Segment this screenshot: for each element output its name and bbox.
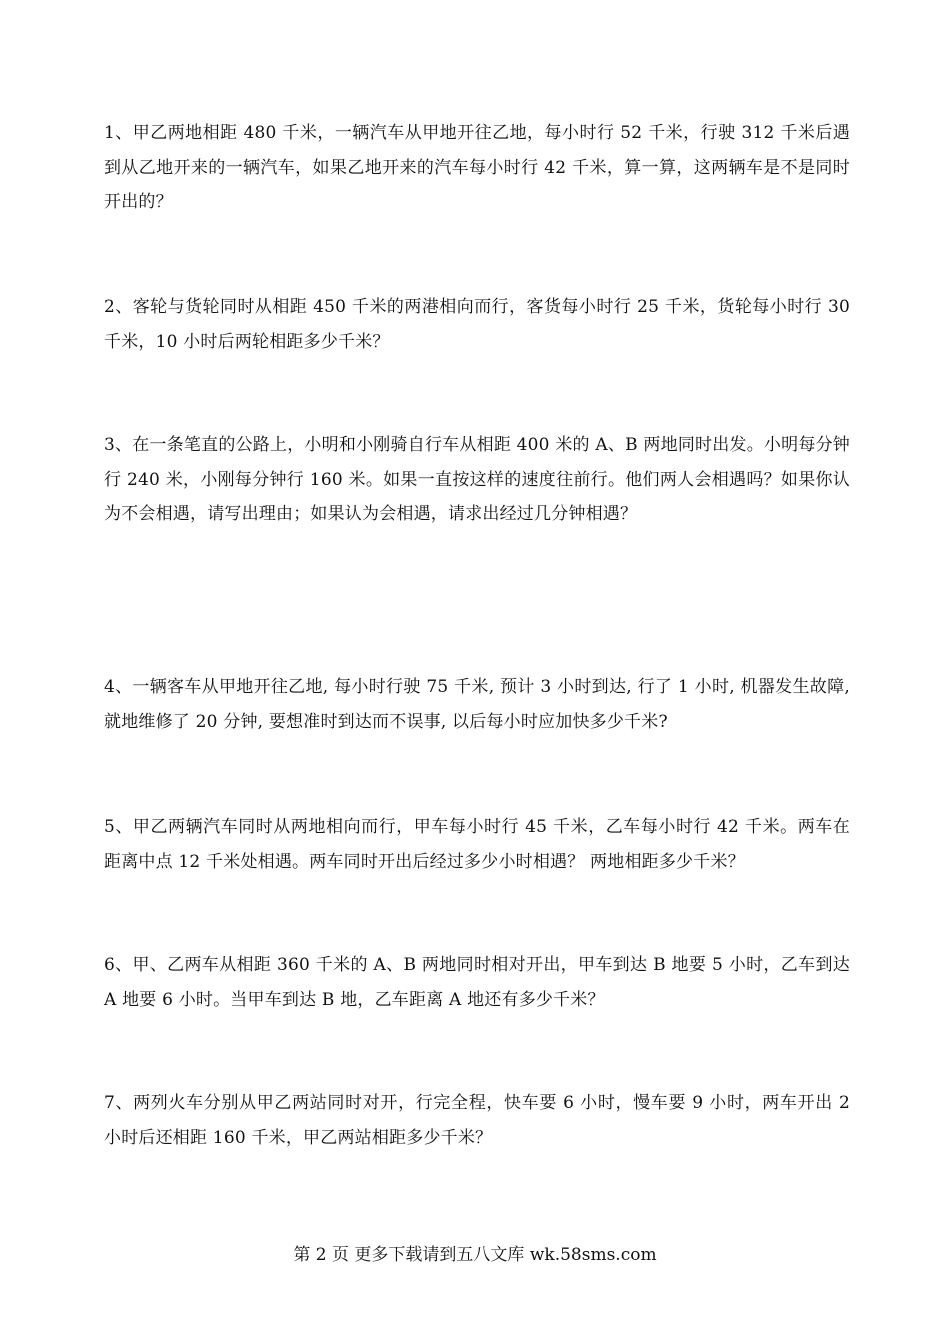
- problem-1: 1、甲乙两地相距 480 千米，一辆汽车从甲地开往乙地，每小时行 52 千米，行驶 312 千米后遇到从乙地开来的一辆汽车，如果乙地开来的汽车每小时行 42 千米，算一算，这两辆车是不是同时开出的？: [104, 123, 850, 212]
- problem-7: 7、两列火车分别从甲乙两站同时对开，行完全程，快车要 6 小时，慢车要 9 小时，两车开出 2 小时后还相距 160 千米，甲乙两站相距多少千米？: [104, 1093, 850, 1148]
- page-footer: 第 2 页 更多下载请到五八文库 wk.58sms.com: [293, 1245, 657, 1265]
- problem-4: 4、一辆客车从甲地开往乙地, 每小时行驶 75 千米, 预计 3 小时到达, 行了 1 小时, 机器发生故障, 就地维修了 20 分钟, 要想准时到达而不误事, 以后每小时应加快多少千米?: [104, 677, 850, 732]
- problem-6: 6、甲、乙两车从相距 360 千米的 A、B 两地同时相对开出，甲车到达 B 地要 5 小时，乙车到达 A 地要 6 小时。当甲车到达 B 地，乙车距离 A 地还有多少千米？: [104, 955, 850, 1010]
- problem-3: 3、在一条笔直的公路上，小明和小刚骑自行车从相距 400 米的 A、B 两地同时出发。小明每分钟行 240 米，小刚每分钟行 160 米。如果一直按这样的速度往前行。他们两人会相遇吗？如果你认为不会相遇，请写出理由；如果认为会相遇，请求出经过几分钟相遇？: [104, 435, 850, 524]
- problem-5: 5、甲乙两辆汽车同时从两地相向而行，甲车每小时行 45 千米，乙车每小时行 42 千米。两车在距离中点 12 千米处相遇。两车同时开出后经过多少小时相遇？ 两地相距多少千米？: [104, 817, 850, 872]
- problem-2: 2、客轮与货轮同时从相距 450 千米的两港相向而行，客货每小时行 25 千米，货轮每小时行 30 千米，10 小时后两轮相距多少千米？: [104, 297, 850, 352]
